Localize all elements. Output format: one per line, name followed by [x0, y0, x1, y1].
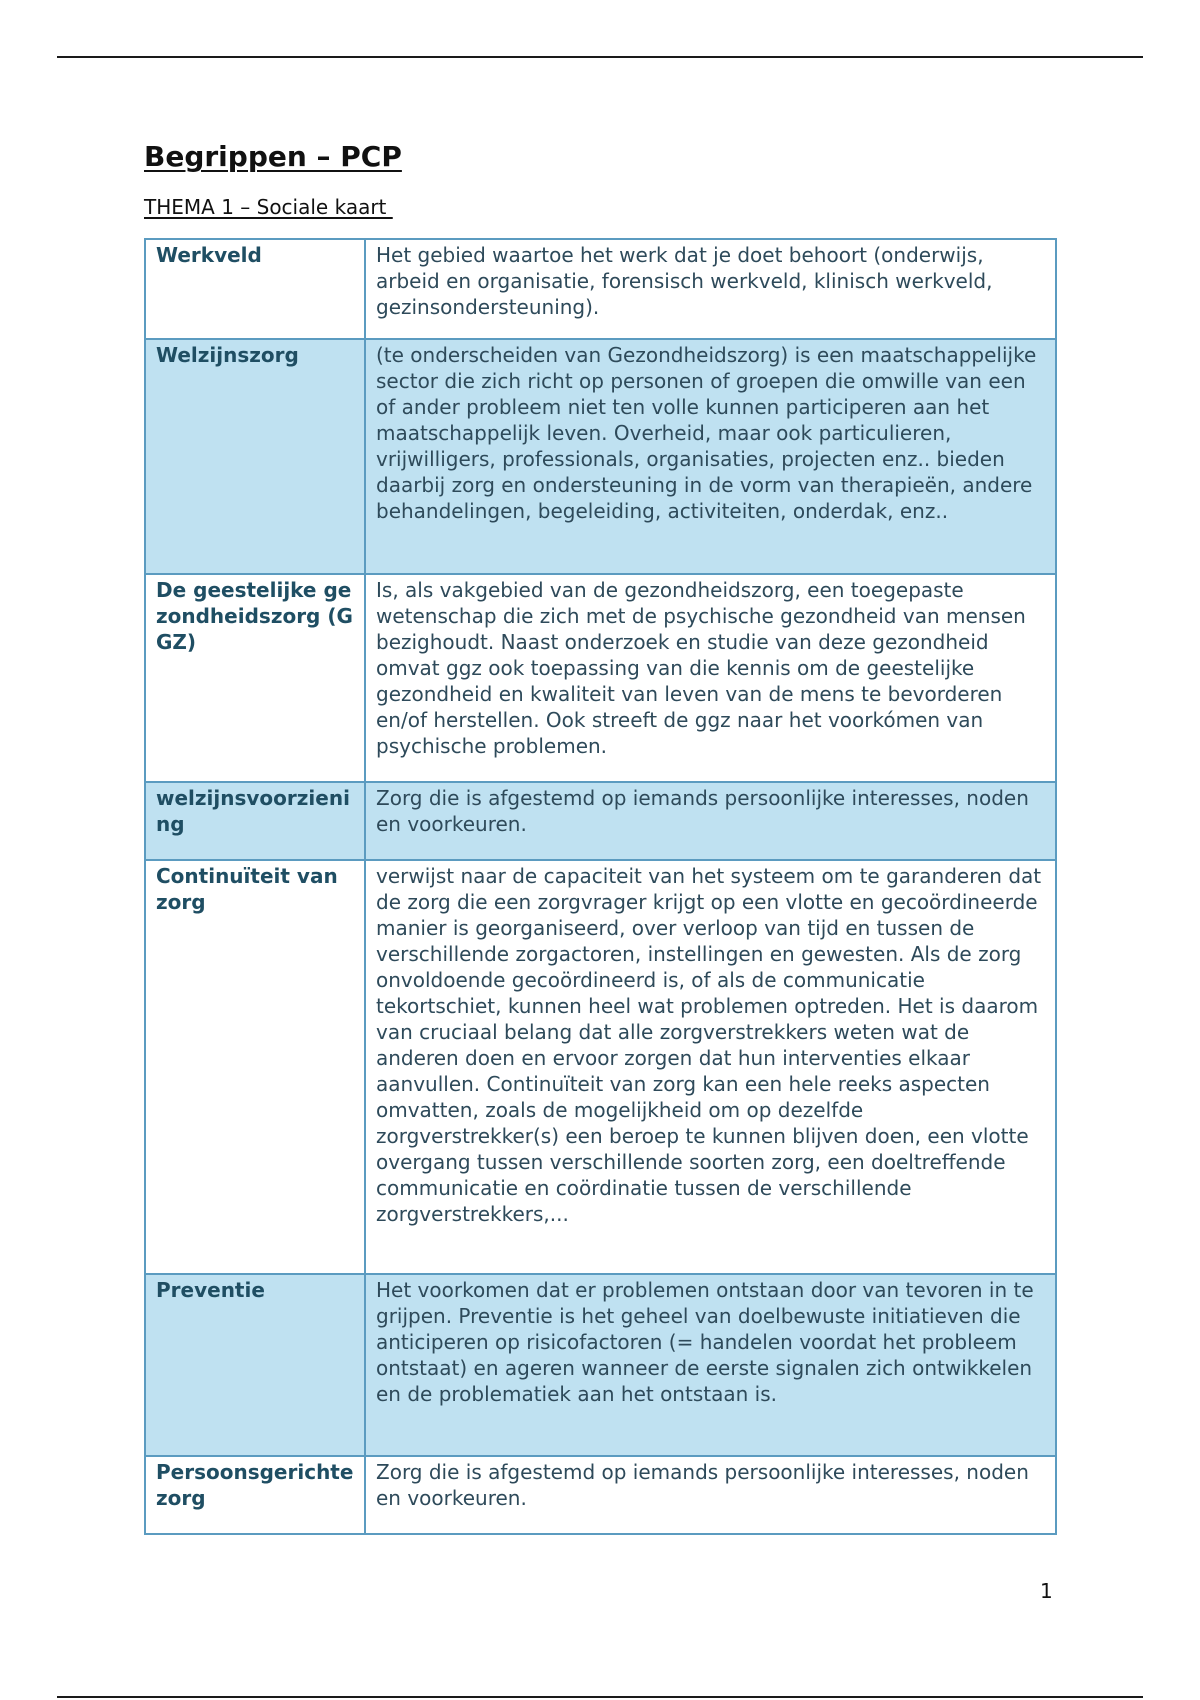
term-cell: Welzijnszorg: [145, 339, 365, 574]
header-rule: [57, 56, 1143, 58]
table-row: [145, 339, 1056, 574]
term-cell: Persoonsgerichte zorg: [145, 1456, 365, 1534]
term-cell: Werkveld: [145, 239, 365, 339]
definition-cell: Zorg die is afgestemd op iemands persoonlijke interesses, noden en voorkeuren.: [365, 1456, 1056, 1534]
definition-cell: (te onderscheiden van Gezondheidszorg) is een maatschappelijke sector die zich richt op personen of groepen die omwille van een of ander probleem niet ten volle kunnen participeren aan het maatschappelijk leven. Overheid, maar ook particulieren, vrijwilligers, professionals, organisaties, projecten enz.. bieden daarbij zorg en ondersteuning in de vorm van therapieën, andere behandelingen, begeleiding, activiteiten, onderdak, enz..: [365, 339, 1056, 574]
terms-table: [144, 238, 1057, 1535]
term-cell: Continuïteit van zorg: [145, 860, 365, 1274]
page-number: 1: [1040, 1579, 1053, 1603]
table-row: [145, 239, 1056, 339]
definition-cell: Is, als vakgebied van de gezondheidszorg, een toegepaste wetenschap die zich met de psychische gezondheid van mensen bezighoudt. Naast onderzoek en studie van deze gezondheid omvat ggz ook toepassing van die kennis om de geestelijke gezondheid en kwaliteit van leven van de mens te bevorderen en/of herstellen. Ook streeft de ggz naar het voorkómen van psychische problemen.: [365, 574, 1056, 782]
definition-cell: Het voorkomen dat er problemen ontstaan door van tevoren in te grijpen. Preventie is het geheel van doelbewuste initiatieven die anticiperen op risicofactoren (= handelen voordat het probleem ontstaat) en ageren wanneer de eerste signalen zich ontwikkelen en de problematiek aan het ontstaan is.: [365, 1274, 1056, 1456]
term-cell: welzijnsvoorziening: [145, 782, 365, 860]
table-row: [145, 860, 1056, 1274]
footer-rule: [57, 1696, 1143, 1698]
table-row: [145, 574, 1056, 782]
definition-cell: Het gebied waartoe het werk dat je doet behoort (onderwijs, arbeid en organisatie, forensisch werkveld, klinisch werkveld, gezinsondersteuning).: [365, 239, 1056, 339]
table-row: [145, 782, 1056, 860]
term-cell: De geestelijke gezondheidszorg (GGZ): [145, 574, 365, 782]
table-row: [145, 1456, 1056, 1534]
table-row: [145, 1274, 1056, 1456]
section-subtitle: THEMA 1 – Sociale kaart: [144, 195, 393, 219]
term-cell: Preventie: [145, 1274, 365, 1456]
definition-cell: Zorg die is afgestemd op iemands persoonlijke interesses, noden en voorkeuren.: [365, 782, 1056, 860]
definition-cell: verwijst naar de capaciteit van het systeem om te garanderen dat de zorg die een zorgvrager krijgt op een vlotte en gecoördineerde manier is georganiseerd, over verloop van tijd en tussen de verschillende zorgactoren, instellingen en gewesten. Als de zorg onvoldoende gecoördineerd is, of als de communicatie tekortschiet, kunnen heel wat problemen optreden. Het is daarom van cruciaal belang dat alle zorgverstrekkers weten wat de anderen doen en ervoor zorgen dat hun interventies elkaar aanvullen. Continuïteit van zorg kan een hele reeks aspecten omvatten, zoals de mogelijkheid om op dezelfde zorgverstrekker(s) een beroep te kunnen blijven doen, een vlotte overgang tussen verschillende soorten zorg, een doeltreffende communicatie en coördinatie tussen de verschillende zorgverstrekkers,...: [365, 860, 1056, 1274]
document-title: Begrippen – PCP: [144, 140, 402, 173]
